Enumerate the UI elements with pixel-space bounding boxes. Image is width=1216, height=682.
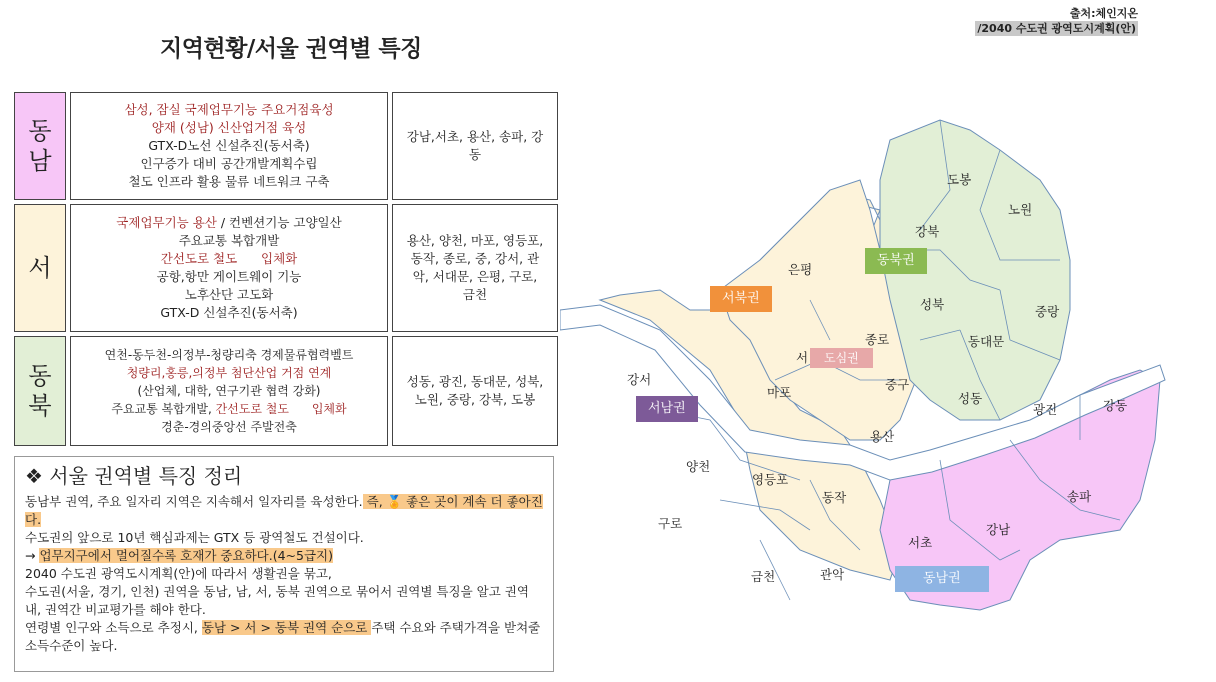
district-label: 강남 <box>986 522 1011 537</box>
district-label: 광진 <box>1033 402 1058 417</box>
source-line-1: 출처:체인지온 <box>1069 7 1138 20</box>
desc-line: 간선도로 철도 입체화 <box>160 251 298 266</box>
district-label: 종로 <box>865 332 890 347</box>
district-label: 금천 <box>751 569 776 584</box>
region-row-southeast <box>14 92 558 200</box>
summary-line: 동남부 권역, 주요 일자리 지역은 지속해서 일자리를 육성한다. 즉, 🏅 좋은 곳이 계속 더 좋아진다. <box>25 494 543 527</box>
desc-line: 국제업무기능 용산 / 컨벤션기능 고양일산 <box>116 215 342 230</box>
region-label-char: 서 <box>28 254 52 282</box>
desc-line: 철도 인프라 활용 물류 네트워크 구축 <box>128 174 330 189</box>
region-label-char: 북 <box>28 392 52 420</box>
region-label-char: 동 <box>28 117 52 145</box>
district-label: 마포 <box>767 385 792 400</box>
seoul-district-map <box>560 80 1200 680</box>
desc-line: 양재 (성남) 신산업거점 육성 <box>151 120 307 135</box>
district-label: 영등포 <box>752 472 789 487</box>
summary-line: 수도권의 앞으로 10년 핵심과제는 GTX 등 광역철도 건설이다. <box>25 530 364 545</box>
region-desc-west <box>70 204 388 332</box>
desc-line: (산업체, 대학, 연구기관 협력 강화) <box>137 384 321 398</box>
district-label: 송파 <box>1067 489 1092 504</box>
district-label: 구로 <box>658 516 683 531</box>
region-desc-southeast <box>70 92 388 200</box>
region-row-west <box>14 204 558 332</box>
district-label: 도봉 <box>947 172 972 187</box>
summary-line: 연령별 인구와 소득으로 추정시, 동남 > 서 > 동북 권역 순으로 주택 수요와 주택가격을 받쳐줄 소득수준이 높다. <box>25 620 541 653</box>
zone-center-badge: 도심권 <box>810 348 873 368</box>
region-label-southeast <box>14 92 66 200</box>
desc-line: 청량리,홍릉,의정부 첨단산업 거점 연계 <box>126 366 332 380</box>
summary-line: 수도권(서울, 경기, 인천) 권역을 동남, 남, 서, 동북 권역으로 묶어서 권역별 특징을 알고 권역내, 권역간 비교평가를 해야 한다. <box>25 584 529 617</box>
desc-line: 노후산단 고도화 <box>184 287 274 302</box>
zone-southeast-badge: 동남권 <box>895 566 989 592</box>
desc-line: 삼성, 잠실 국제업무기능 주요거점육성 <box>124 102 334 117</box>
desc-line: 주요교통 복합개발, 간선도로 철도 입체화 <box>111 402 347 416</box>
zone-northeast-badge: 동북권 <box>865 248 927 274</box>
region-row-northeast <box>14 336 558 446</box>
district-label: 서초 <box>908 535 933 550</box>
district-label: 성북 <box>920 297 945 312</box>
district-label: 성동 <box>958 391 983 406</box>
district-label: 중랑 <box>1035 304 1060 319</box>
district-label: 중구 <box>885 377 910 392</box>
zone-northwest-badge: 서북권 <box>710 286 772 312</box>
desc-line: 공항,항만 게이트웨이 기능 <box>156 269 302 284</box>
district-label: 강서 <box>627 372 652 387</box>
desc-line: 경춘-경의중앙선 주발전축 <box>161 420 297 434</box>
district-label: 동작 <box>822 490 847 505</box>
page-title: 지역현황/서울 권역별 특징 <box>160 36 422 62</box>
district-label: 서 <box>796 350 809 365</box>
map-svg <box>560 80 1200 680</box>
summary-line: 2040 수도권 광역도시계획(안)에 따라서 생활권을 묶고, <box>25 566 332 581</box>
desc-line: 연천-동두천-의정부-청량리축 경제물류협력벨트 <box>104 348 354 362</box>
source-line-2: /2040 수도권 광역도시계획(안) <box>977 22 1136 35</box>
district-label: 강북 <box>915 224 940 239</box>
district-label: 은평 <box>788 262 813 277</box>
source-note <box>975 6 1138 36</box>
region-areas-southeast: 강남,서초, 용산, 송파, 강동 <box>392 92 558 200</box>
district-label: 용산 <box>870 429 895 444</box>
district-label: 관악 <box>820 567 845 582</box>
region-label-northeast <box>14 336 66 446</box>
zone-southwest-badge: 서남권 <box>636 396 698 422</box>
summary-heading: ❖ 서울 권역별 특징 정리 <box>25 464 243 488</box>
district-label: 노원 <box>1008 202 1033 217</box>
region-label-char: 동 <box>28 362 52 390</box>
region-areas-west: 용산, 양천, 마포, 영등포, 동작, 종로, 중, 강서, 관악, 서대문, 은평, 구로, 금천 <box>392 204 558 332</box>
region-areas-northeast: 성동, 광진, 동대문, 성북, 노원, 중랑, 강북, 도봉 <box>392 336 558 446</box>
desc-line: 주요교통 복합개발 <box>178 233 280 248</box>
desc-line: GTX-D노선 신설추진(동서축) <box>148 138 310 153</box>
district-label: 동대문 <box>968 334 1005 349</box>
district-label: 양천 <box>686 459 711 474</box>
desc-line: GTX-D 신설추진(동서축) <box>160 305 298 320</box>
region-desc-northeast <box>70 336 388 446</box>
region-label-west <box>14 204 66 332</box>
district-label: 강동 <box>1103 398 1128 413</box>
summary-box <box>14 456 554 672</box>
desc-line: 인구증가 대비 공간개발계획수립 <box>140 156 318 171</box>
region-label-char: 남 <box>28 147 52 175</box>
summary-line: → 업무지구에서 멀어질수록 호재가 중요하다.(4~5급지) <box>25 548 333 563</box>
